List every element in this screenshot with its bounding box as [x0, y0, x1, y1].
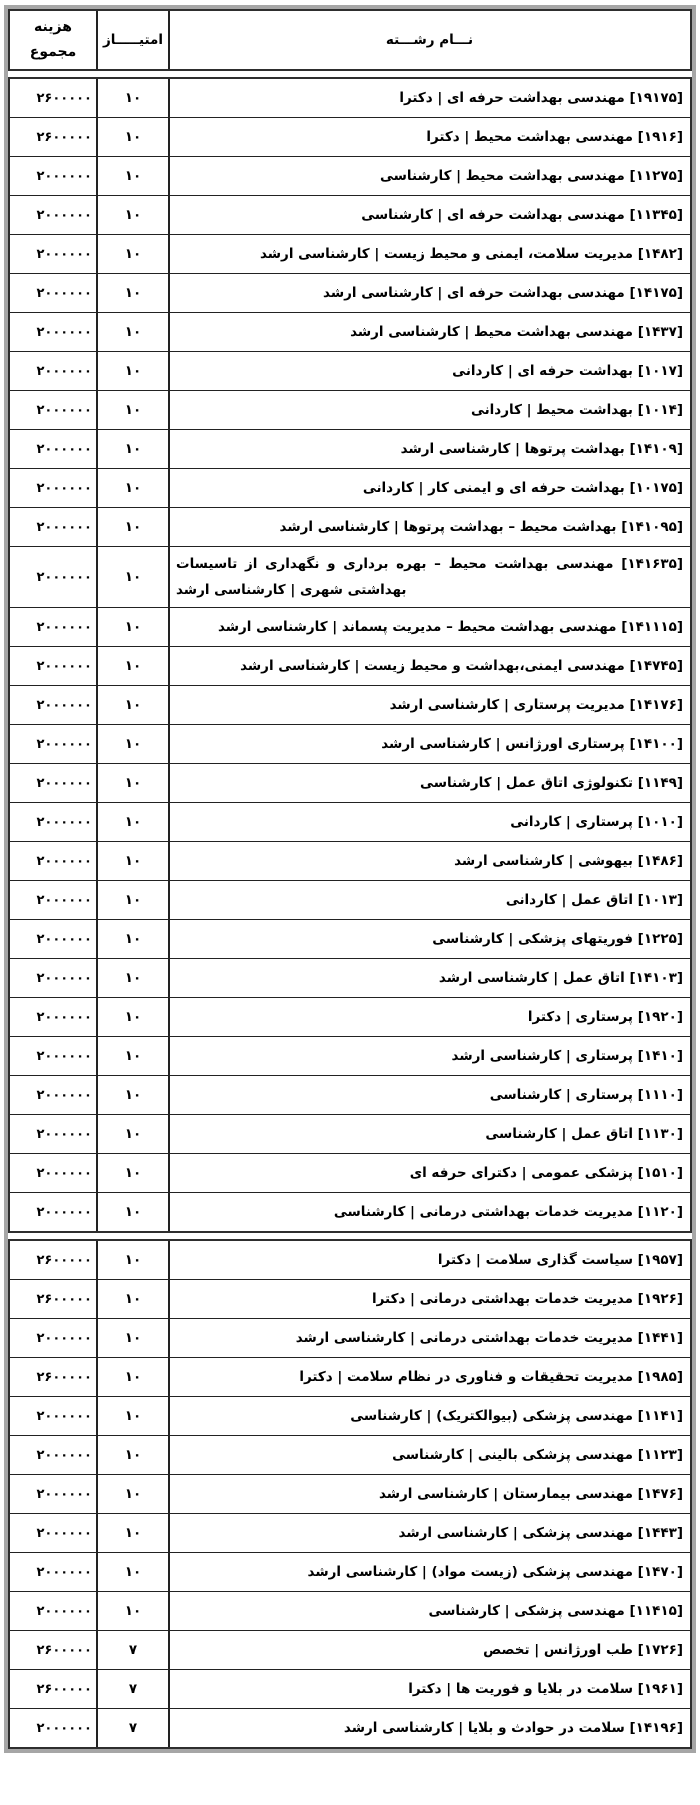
course-name-cell: [۱۰۱۰] پرستاری | کاردانی [168, 803, 690, 841]
total-cost-cell: ۲۶۰۰۰۰۰ [36, 1252, 92, 1268]
course-row [10, 468, 690, 507]
course-name-cell: [۱۴۱۰۹] بهداشت پرتوها | کارشناسی ارشد [168, 430, 690, 468]
total-cost-cell: ۲۰۰۰۰۰۰ [36, 1048, 92, 1064]
course-row [10, 1036, 690, 1075]
course-row [10, 1114, 690, 1153]
total-cost-cell: ۲۰۰۰۰۰۰ [36, 814, 92, 830]
course-row [10, 1279, 690, 1318]
total-cost-cell: ۲۰۰۰۰۰۰ [36, 246, 92, 262]
total-cost-cell: ۲۰۰۰۰۰۰ [36, 658, 92, 674]
course-row [10, 646, 690, 685]
course-name-cell: [۱۴۷۰] مهندسی پزشکی (زیست مواد) | کارشناسی ارشد [168, 1553, 690, 1591]
course-name-cell: [۱۱۲۷۵] مهندسی بهداشت محیط | کارشناسی [168, 157, 690, 195]
score-cell: ۷ [96, 1670, 168, 1708]
score-cell: ۱۰ [96, 686, 168, 724]
total-cost-cell: ۲۰۰۰۰۰۰ [36, 1126, 92, 1142]
total-cost-cell: ۲۰۰۰۰۰۰ [36, 441, 92, 457]
course-row [10, 919, 690, 958]
score-cell: ۱۰ [96, 920, 168, 958]
score-cell: ۱۰ [96, 196, 168, 234]
course-row [10, 1708, 690, 1747]
total-cost-cell: ۲۰۰۰۰۰۰ [36, 619, 92, 635]
course-name-cell: [۱۵۱۰] پزشکی عمومی | دکترای حرفه ای [168, 1154, 690, 1192]
course-row [10, 79, 690, 117]
score-cell: ۱۰ [96, 508, 168, 546]
course-name-cell: [۱۴۱۰] پرستاری | کارشناسی ارشد [168, 1037, 690, 1075]
column-header-total-cost-label: هزینه مجموع [29, 18, 77, 60]
score-cell: ۱۰ [96, 764, 168, 802]
course-name-cell: [۱۴۱۰۰] پرستاری اورژانس | کارشناسی ارشد [168, 725, 690, 763]
course-row [10, 958, 690, 997]
course-row [10, 841, 690, 880]
course-row [10, 1075, 690, 1114]
course-row [10, 1318, 690, 1357]
total-cost-cell: ۲۰۰۰۰۰۰ [36, 1204, 92, 1220]
course-name-cell: [۱۷۲۶] طب اورژانس | تخصص [168, 1631, 690, 1669]
score-cell: ۱۰ [96, 391, 168, 429]
course-name-cell: [۱۹۲۰] پرستاری | دکترا [168, 998, 690, 1036]
course-row [10, 1474, 690, 1513]
course-row [10, 1513, 690, 1552]
score-cell: ۱۰ [96, 1241, 168, 1279]
total-cost-cell: ۲۶۰۰۰۰۰ [36, 1681, 92, 1697]
total-cost-cell: ۲۰۰۰۰۰۰ [36, 363, 92, 379]
course-row [10, 390, 690, 429]
score-cell: ۱۰ [96, 313, 168, 351]
table-body-section-2 [8, 1239, 692, 1749]
total-cost-cell: ۲۰۰۰۰۰۰ [36, 970, 92, 986]
course-name-cell: [۱۴۱۱۱۵] مهندسی بهداشت محیط – مدیریت پسماند | کارشناسی ارشد [168, 608, 690, 646]
total-cost-cell: ۲۰۰۰۰۰۰ [36, 1165, 92, 1181]
total-cost-cell: ۲۰۰۰۰۰۰ [36, 519, 92, 535]
score-cell: ۱۰ [96, 1037, 168, 1075]
score-cell: ۱۰ [96, 118, 168, 156]
column-header-field-name-label: نـــام رشـــته [385, 31, 474, 48]
course-row [10, 156, 690, 195]
score-cell: ۱۰ [96, 157, 168, 195]
score-cell: ۷ [96, 1709, 168, 1747]
course-row [10, 507, 690, 546]
total-cost-cell: ۲۰۰۰۰۰۰ [36, 1486, 92, 1502]
score-cell: ۱۰ [96, 842, 168, 880]
course-name-cell: [۱۴۷۶] مهندسی بیمارستان | کارشناسی ارشد [168, 1475, 690, 1513]
course-row [10, 763, 690, 802]
score-cell: ۱۰ [96, 803, 168, 841]
score-cell: ۱۰ [96, 1592, 168, 1630]
total-cost-cell: ۲۰۰۰۰۰۰ [36, 1447, 92, 1463]
course-row [10, 1192, 690, 1231]
score-cell: ۱۰ [96, 608, 168, 646]
table-header-section [8, 9, 692, 71]
column-header-field-name [168, 11, 690, 69]
total-cost-cell: ۲۶۰۰۰۰۰ [36, 129, 92, 145]
course-name-cell: [۱۲۲۵] فوریتهای پزشکی | کارشناسی [168, 920, 690, 958]
total-cost-cell: ۲۰۰۰۰۰۰ [36, 285, 92, 301]
column-header-total-cost [10, 11, 96, 69]
course-name-cell: [۱۴۸۲] مدیریت سلامت، ایمنی و محیط زیست | کارشناسی ارشد [168, 235, 690, 273]
course-name-cell: [۱۴۴۳] مهندسی پزشکی | کارشناسی ارشد [168, 1514, 690, 1552]
score-cell: ۱۰ [96, 1436, 168, 1474]
course-row [10, 1396, 690, 1435]
course-name-cell: [۱۹۱۷۵] مهندسی بهداشت حرفه ای | دکترا [168, 79, 690, 117]
total-cost-cell: ۲۰۰۰۰۰۰ [36, 736, 92, 752]
course-name-cell: [۱۱۴۹] تکنولوژی اتاق عمل | کارشناسی [168, 764, 690, 802]
total-cost-cell: ۲۰۰۰۰۰۰ [36, 569, 92, 585]
score-cell: ۱۰ [96, 235, 168, 273]
header-row [10, 11, 690, 69]
course-row [10, 1357, 690, 1396]
course-name-cell: [۱۱۱۰] پرستاری | کارشناسی [168, 1076, 690, 1114]
course-name-cell: [۱۹۸۵] مدیریت تحقیقات و فناوری در نظام سلامت | دکترا [168, 1358, 690, 1396]
course-row [10, 1552, 690, 1591]
total-cost-cell: ۲۰۰۰۰۰۰ [36, 931, 92, 947]
score-cell: ۱۰ [96, 79, 168, 117]
score-cell: ۱۰ [96, 1115, 168, 1153]
score-cell: ۱۰ [96, 352, 168, 390]
course-row [10, 273, 690, 312]
score-cell: ۱۰ [96, 1475, 168, 1513]
score-cell: ۱۰ [96, 647, 168, 685]
score-cell: ۱۰ [96, 274, 168, 312]
course-name-cell: [۱۴۴۱] مدیریت خدمات بهداشتی درمانی | کارشناسی ارشد [168, 1319, 690, 1357]
course-name-cell: [۱۹۵۷] سیاست گذاری سلامت | دکترا [168, 1241, 690, 1279]
course-name-cell: [۱۰۱۷۵] بهداشت حرفه ای و ایمنی کار | کاردانی [168, 469, 690, 507]
course-row [10, 351, 690, 390]
total-cost-cell: ۲۰۰۰۰۰۰ [36, 207, 92, 223]
course-name-cell: [۱۹۱۶] مهندسی بهداشت محیط | دکترا [168, 118, 690, 156]
score-cell: ۱۰ [96, 1319, 168, 1357]
course-row [10, 880, 690, 919]
course-name-cell: [۱۴۸۶] بیهوشی | کارشناسی ارشد [168, 842, 690, 880]
total-cost-cell: ۲۰۰۰۰۰۰ [36, 1087, 92, 1103]
total-cost-cell: ۲۶۰۰۰۰۰ [36, 1369, 92, 1385]
total-cost-cell: ۲۰۰۰۰۰۰ [36, 402, 92, 418]
total-cost-cell: ۲۰۰۰۰۰۰ [36, 1603, 92, 1619]
course-name-cell: [۱۹۶۱] سلامت در بلایا و فوریت ها | دکترا [168, 1670, 690, 1708]
course-row [10, 234, 690, 273]
course-row [10, 1435, 690, 1474]
total-cost-cell: ۲۶۰۰۰۰۰ [36, 1291, 92, 1307]
course-row [10, 1591, 690, 1630]
table-body-section-1 [8, 77, 692, 1233]
course-row [10, 195, 690, 234]
score-cell: ۱۰ [96, 1193, 168, 1231]
total-cost-cell: ۲۰۰۰۰۰۰ [36, 1408, 92, 1424]
score-cell: ۱۰ [96, 469, 168, 507]
course-name-cell: [۱۴۱۷۶] مدیریت پرستاری | کارشناسی ارشد [168, 686, 690, 724]
course-name-cell: [۱۱۲۳] مهندسی پزشکی بالینی | کارشناسی [168, 1436, 690, 1474]
course-row [10, 312, 690, 351]
total-cost-cell: ۲۰۰۰۰۰۰ [36, 853, 92, 869]
course-row [10, 429, 690, 468]
course-row [10, 802, 690, 841]
course-row [10, 1669, 690, 1708]
total-cost-cell: ۲۰۰۰۰۰۰ [36, 1564, 92, 1580]
total-cost-cell: ۲۰۰۰۰۰۰ [36, 480, 92, 496]
score-cell: ۱۰ [96, 959, 168, 997]
total-cost-cell: ۲۰۰۰۰۰۰ [36, 697, 92, 713]
total-cost-cell: ۲۶۰۰۰۰۰ [36, 90, 92, 106]
total-cost-cell: ۲۰۰۰۰۰۰ [36, 1720, 92, 1736]
total-cost-cell: ۲۰۰۰۰۰۰ [36, 324, 92, 340]
score-cell: ۱۰ [96, 430, 168, 468]
course-row [10, 607, 690, 646]
course-row [10, 724, 690, 763]
score-cell: ۱۰ [96, 1553, 168, 1591]
course-name-cell: [۱۴۱۶۳۵] مهندسی بهداشت محیط – بهره برداری و نگهداری از تاسیسات بهداشتی شهری | کارشناسی ارشد [168, 547, 690, 607]
total-cost-cell: ۲۰۰۰۰۰۰ [36, 1525, 92, 1541]
score-cell: ۱۰ [96, 547, 168, 607]
course-name-cell: [۱۹۲۶] مدیریت خدمات بهداشتی درمانی | دکترا [168, 1280, 690, 1318]
score-cell: ۱۰ [96, 1280, 168, 1318]
total-cost-cell: ۲۰۰۰۰۰۰ [36, 775, 92, 791]
course-name-cell: [۱۱۳۰] اتاق عمل | کارشناسی [168, 1115, 690, 1153]
course-name-cell: [۱۴۷۴۵] مهندسی ایمنی،بهداشت و محیط زیست | کارشناسی ارشد [168, 647, 690, 685]
course-row [10, 1153, 690, 1192]
column-header-score-label: امتیـــــاز [103, 32, 163, 48]
total-cost-cell: ۲۰۰۰۰۰۰ [36, 168, 92, 184]
total-cost-cell: ۲۰۰۰۰۰۰ [36, 1009, 92, 1025]
course-name-cell: [۱۴۱۰۹۵] بهداشت محیط – بهداشت پرتوها | کارشناسی ارشد [168, 508, 690, 546]
course-name-cell: [۱۴۱۹۶] سلامت در حوادث و بلایا | کارشناسی ارشد [168, 1709, 690, 1747]
course-name-cell: [۱۴۳۷] مهندسی بهداشت محیط | کارشناسی ارشد [168, 313, 690, 351]
course-name-cell: [۱۴۱۰۳] اتاق عمل | کارشناسی ارشد [168, 959, 690, 997]
score-cell: ۱۰ [96, 1514, 168, 1552]
course-row [10, 1241, 690, 1279]
course-name-cell: [۱۱۴۱] مهندسی پزشکی (بیوالکتریک) | کارشناسی [168, 1397, 690, 1435]
course-name-cell: [۱۴۱۷۵] مهندسی بهداشت حرفه ای | کارشناسی ارشد [168, 274, 690, 312]
course-row [10, 546, 690, 607]
score-cell: ۱۰ [96, 881, 168, 919]
column-header-score [96, 11, 168, 69]
total-cost-cell: ۲۰۰۰۰۰۰ [36, 1330, 92, 1346]
total-cost-cell: ۲۶۰۰۰۰۰ [36, 1642, 92, 1658]
course-row [10, 1630, 690, 1669]
course-name-cell: [۱۱۲۰] مدیریت خدمات بهداشتی درمانی | کارشناسی [168, 1193, 690, 1231]
course-name-cell: [۱۰۱۳] اتاق عمل | کاردانی [168, 881, 690, 919]
course-name-cell: [۱۰۱۷] بهداشت حرفه ای | کاردانی [168, 352, 690, 390]
course-row [10, 685, 690, 724]
fees-table [4, 5, 696, 1753]
score-cell: ۱۰ [96, 1397, 168, 1435]
score-cell: ۱۰ [96, 1154, 168, 1192]
course-name-cell: [۱۱۳۴۵] مهندسی بهداشت حرفه ای | کارشناسی [168, 196, 690, 234]
course-row [10, 117, 690, 156]
course-name-cell: [۱۱۴۱۵] مهندسی پزشکی | کارشناسی [168, 1592, 690, 1630]
score-cell: ۱۰ [96, 1076, 168, 1114]
score-cell: ۱۰ [96, 725, 168, 763]
score-cell: ۱۰ [96, 998, 168, 1036]
score-cell: ۱۰ [96, 1358, 168, 1396]
course-row [10, 997, 690, 1036]
course-name-cell: [۱۰۱۴] بهداشت محیط | کاردانی [168, 391, 690, 429]
score-cell: ۷ [96, 1631, 168, 1669]
total-cost-cell: ۲۰۰۰۰۰۰ [36, 892, 92, 908]
